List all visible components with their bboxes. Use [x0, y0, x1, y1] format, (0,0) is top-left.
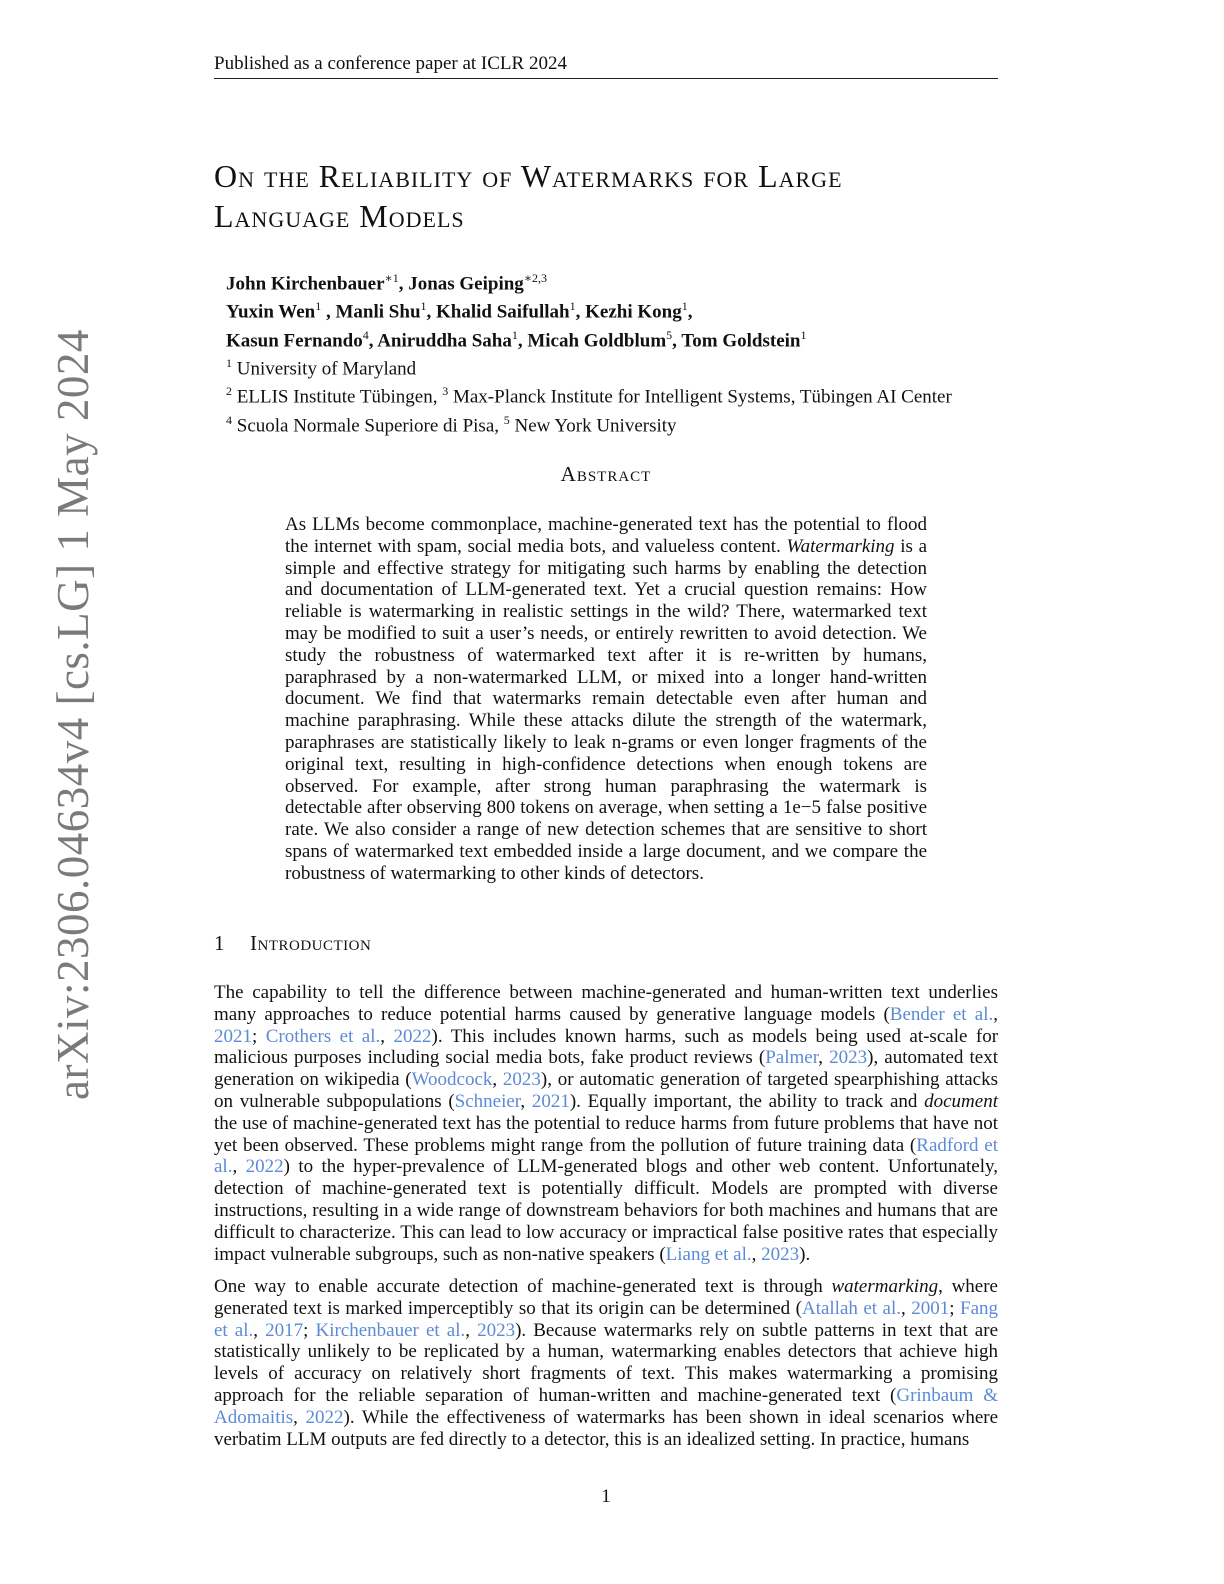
citation-link[interactable]: Woodcock — [411, 1069, 493, 1091]
author-name: Micah Goldblum — [527, 329, 667, 351]
paper-title — [214, 156, 1014, 236]
author-name: John Kirchenbauer — [226, 273, 385, 295]
citation-link[interactable]: Atallah et al. — [801, 1297, 902, 1319]
affiliation-line-3: $^4$ Scuola Normale Superiore di Pisa, $^5$ New York University — [226, 412, 677, 436]
arxiv-identifier-stamp: arXiv:2306.04634v4 [cs.LG] 1 May 2024 — [48, 329, 98, 1100]
citation-year-link[interactable]: 2017 — [265, 1319, 304, 1341]
title-line-2: Language Models — [214, 198, 465, 234]
citation-link[interactable]: Schneier — [454, 1090, 521, 1112]
intro-paragraph-2: One way to enable accurate detection of machine-generated text is through watermarking, where generated text is marked imperceptibly so that its origin can be determined (Atallah et al., 2001; Fang et al., 2017; Kirchenbauer et al., 2023). Because watermarks rely on subtle patterns in text that are statistically unlikely to be replicated by a human, watermarking enables detectors that achieve high levels of accuracy on relatively short fragments of text. This makes watermarking a promising approach for the reliable separation of human-written and machine-generated text (Grinbaum & Adomaitis, 2022). While the effectiveness of watermarks has been shown in ideal scenarios where verbatim LLM outputs are fed directly to a detector, this is an idealized setting. In practice, humans — [214, 1276, 999, 1450]
citation-link[interactable]: Grinbaum & Adomaitis — [214, 1384, 998, 1428]
author-name: Yuxin Wen — [226, 301, 316, 323]
citation-year-link[interactable]: 2022 — [393, 1025, 432, 1047]
author-line-2: Yuxin Wen$^1$ , Manli Shu$^1$, Khalid Saifullah$^1$, Kezhi Kong$^1$, — [226, 299, 693, 323]
citation-link[interactable]: Radford et al. — [214, 1134, 998, 1178]
citation-link[interactable]: Liang et al. — [665, 1243, 752, 1265]
citation-year-link[interactable]: 2023 — [477, 1319, 516, 1341]
intro-paragraph-1: The capability to tell the difference between machine-generated and human-written text underlies many approaches to reduce potential harms caused by generative language models (Bender et al., 2021; Crothers et al., 2022). This includes known harms, such as models being used at-scale for malicious purposes including social media bots, fake product reviews (Palmer, 2023), automated text generation on wikipedia (Woodcock, 2023), or automatic generation of targeted spearphishing attacks on vulnerable subpopulations (Schneier, 2021). Equally important, the ability to track and document the use of machine-generated text has the potential to reduce harms from future problems that have not yet been observed. These problems might range from the pollution of future training data (Radford et al., 2022) to the hyper-prevalence of LLM-generated blogs and other web content. Unfortunately, detection of machine-generated text is potentially difficult. Models are prompted with diverse instructions, resulting in a wide range of downstream behaviors for both machines and humans that are difficult to characterize. This can lead to low accuracy or impractical false positive rates that especially impact vulnerable subgroups, such as non-native speakers (Liang et al., 2023). — [214, 982, 999, 1265]
author-name: Manli Shu — [335, 301, 421, 323]
author-line-1: John Kirchenbauer$^{∗1}$, Jonas Geiping$^{∗2,3}$ — [226, 271, 547, 295]
affiliation-line-1: $^1$ University of Maryland — [226, 355, 417, 380]
section-title: Introduction — [250, 931, 372, 955]
citation-year-link[interactable]: 2021 — [214, 1025, 252, 1047]
abstract-heading: Abstract — [560, 462, 652, 486]
author-name: Kezhi Kong — [585, 301, 682, 323]
citation-year-link[interactable]: 2022 — [245, 1156, 284, 1178]
math-expression: 1e−5 — [782, 797, 821, 819]
affiliation-line-2: $^2$ ELLIS Institute Tübingen, $^3$ Max-Planck Institute for Intelligent Systems, Tübingen AI Center — [226, 384, 952, 408]
citation-link[interactable]: Fang et al. — [214, 1297, 999, 1341]
citation-year-link[interactable]: 2022 — [305, 1406, 344, 1428]
citation-link[interactable]: Kirchenbauer et al. — [315, 1319, 466, 1341]
author-name: Aniruddha Saha — [377, 329, 512, 351]
citation-link[interactable]: Crothers et al. — [265, 1025, 381, 1047]
citation-year-link[interactable]: 2023 — [761, 1243, 800, 1265]
author-name: Khalid Saifullah — [436, 301, 570, 323]
citation-year-link[interactable]: 2021 — [531, 1090, 570, 1112]
author-name: Jonas Geiping — [408, 273, 524, 295]
page-number: 1 — [601, 1486, 611, 1507]
section-number: 1 — [214, 931, 225, 955]
section-heading-introduction — [214, 931, 814, 956]
citation-year-link[interactable]: 2001 — [911, 1297, 950, 1319]
author-block — [226, 267, 1006, 437]
author-name: Kasun Fernando — [226, 329, 363, 351]
citation-year-link[interactable]: 2023 — [829, 1047, 868, 1069]
abstract-body: As LLMs become commonplace, machine-generated text has the potential to flood the internet with spam, social media bots, and valueless content. Watermarking is a simple and effective strategy for mitigating such harms by enabling the detection and documentation of LLM-generated text. Yet a crucial question remains: How reliable is watermarking in realistic settings in the wild? There, watermarked text may be modified to suit a user’s needs, or entirely rewritten to avoid detection. We study the robustness of watermarked text after it is re-written by humans, paraphrased by a non-watermarked LLM, or mixed into a longer hand-written document. We find that watermarks remain detectable even after human and machine paraphrasing. While these attacks dilute the strength of the watermark, paraphrases are statistically likely to leak n-grams or even longer fragments of the original text, resulting in high-confidence detections when enough tokens are observed. For example, after strong human paraphrasing the watermark is detectable after observing 800 tokens on average, when setting a 1e−5 false positive rate. We also consider a range of new detection schemes that are sensitive to short spans of watermarked text embedded inside a large document, and we compare the robustness of watermarking to other kinds of detectors. — [285, 514, 927, 884]
author-line-3: Kasun Fernando$^4$, Aniruddha Saha$^1$, Micah Goldblum$^5$, Tom Goldstein$^1$ — [226, 327, 807, 351]
running-header: Published as a conference paper at ICLR 2024 — [214, 52, 998, 79]
citation-link[interactable]: Palmer — [765, 1047, 819, 1069]
title-line-1: On the Reliability of Watermarks for Large — [214, 158, 843, 194]
author-name: Tom Goldstein — [681, 329, 801, 351]
citation-link[interactable]: Bender et al. — [889, 1003, 994, 1025]
citation-year-link[interactable]: 2023 — [502, 1069, 541, 1091]
